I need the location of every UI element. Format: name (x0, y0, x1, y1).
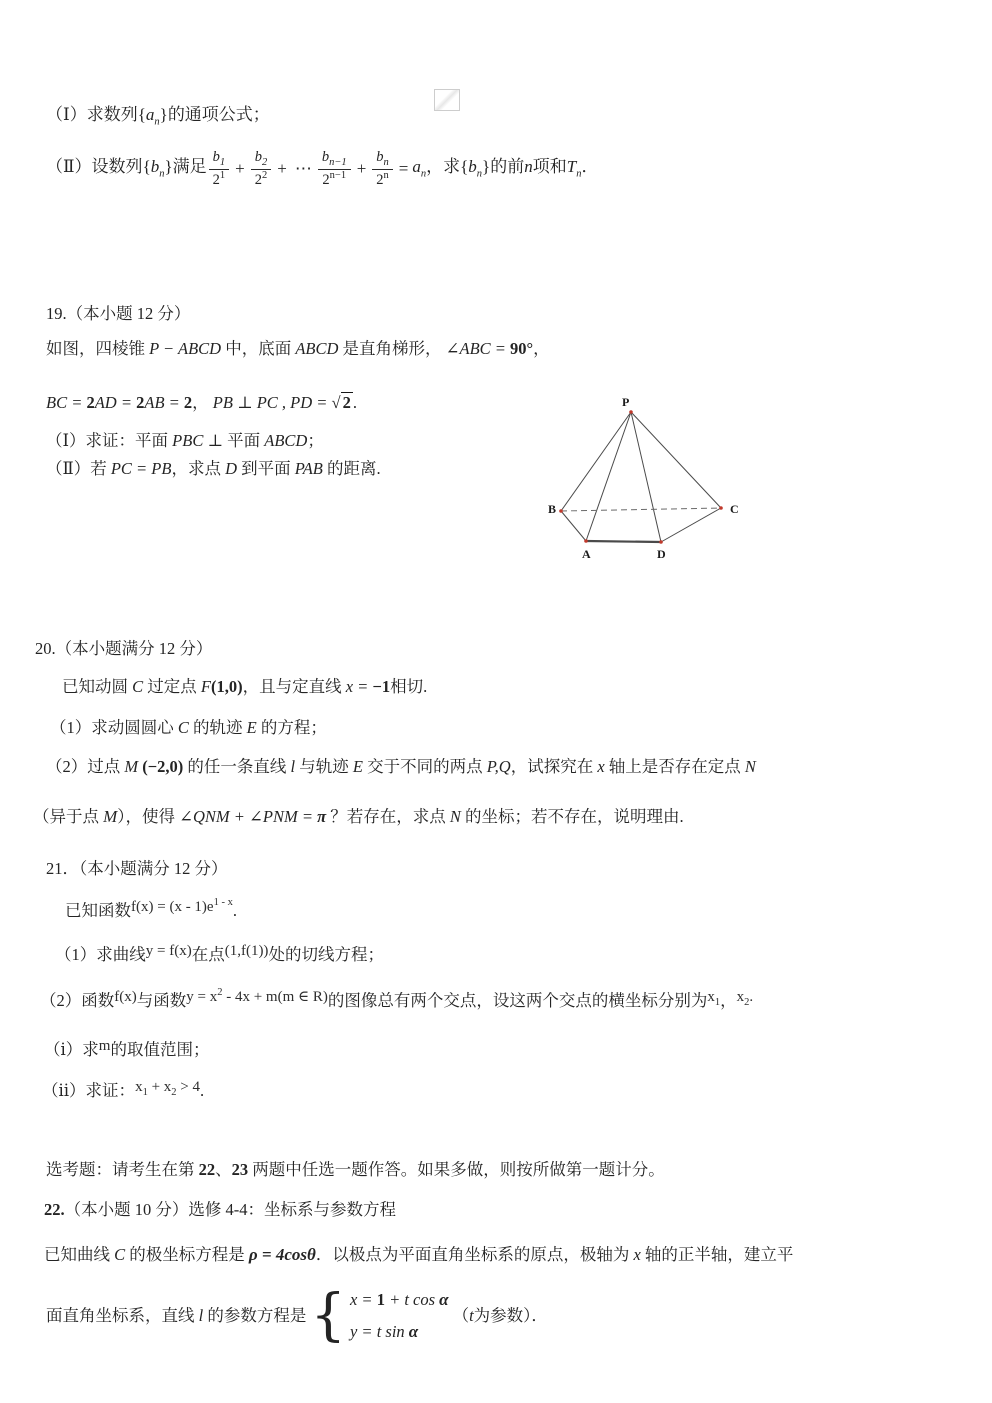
parametric-eq-x: x = 1 + t cos α (349, 1289, 449, 1309)
figure-label-p: P (622, 395, 630, 409)
figure-label-c: C (730, 502, 739, 516)
question-21-heading: 21．（本小题满分 12 分） (46, 859, 228, 878)
sqrt-radical: √ 2 (331, 393, 351, 412)
parametric-eq-y: y = t sin α (349, 1321, 419, 1341)
question-19-line3: （Ⅰ）求证：平面 PBC ⊥ 平面 ABCD； (46, 431, 324, 450)
image-placeholder (434, 89, 460, 111)
math-fraction: $\frac{b_2}{2^2}$ (251, 149, 272, 190)
figure-label-a: A (582, 547, 591, 561)
question-20-line4: （异于点 M），使得 ∠QNM + ∠PNM = π ？若存在，求点 N 的坐标；若不存在，说明理由. (33, 807, 684, 826)
question-21-line5: （ⅱ）求证：$x_1 + x_2 > 4$. (42, 1079, 205, 1100)
question-21-line3: （2）函数f(x)与函数$y = x^2 - 4x + m(m$ ∈ R)的图像总有两个交点，设这两个交点的横坐标分别为$x_1$，$x_2$. (40, 987, 754, 1010)
question-21-line4: （ⅰ）求m的取值范围； (44, 1038, 210, 1059)
math-fraction: $\frac{b_n}{2^n}$ (372, 149, 393, 190)
left-brace: { (310, 1283, 346, 1349)
inequality-formula: $x_1 + x_2 > 4$ (135, 1079, 200, 1098)
question-20-line1: 已知动圆 C 过定点 F(1,0)，且与定直线 x = −1相切. (62, 677, 428, 696)
selection-note: 选考题：请考生在第 22、23 两题中任选一题作答。如果多做，则按所做第一题计分。 (46, 1160, 665, 1179)
question-19-line2: BC = 2AD = 2AB = 2， PB ⊥ PC , PD = √ 2 . (46, 393, 357, 412)
question-20-heading: 20.（本小题满分 12 分） (35, 639, 213, 658)
q18-part2-line: （Ⅱ）设数列$\{b_n\}$满足 $\frac{b_1}{2^1}$ + $\frac{b_2}{2^2}$ + ⋯ $\frac{b_{n-1}}{2^{n-1}}$ + $\frac{b_n}{2^n}$ = $a_n$，求$\{b_n\}$的前n项和$T_n$． (46, 148, 599, 188)
question-22-line1: 已知曲线 C 的极坐标方程是 ρ = 4cosθ．以极点为平面直角坐标系的原点，极轴为 x 轴的正半轴，建立平 (44, 1245, 794, 1264)
parametric-equations (310, 1283, 449, 1349)
figure-label-b: B (548, 502, 557, 516)
q18-part1-line: （Ⅰ）求数列$\{a_n\}$的通项公式； (46, 105, 270, 128)
pyramid-drawing (540, 393, 770, 573)
question-21-line1: 已知函数$f(x) = (x - 1)e^{1 - x}$. (65, 897, 237, 920)
math-fraction: $\frac{b_1}{2^1}$ (209, 149, 230, 190)
question-19-line1: 如图，四棱锥 P − ABCD 中，底面 ABCD 是直角梯形， ∠ABC = 90°， (46, 339, 550, 358)
quadratic-formula: $y = x^2 - 4x + m(m$ ∈ R) (186, 987, 328, 1005)
pyramid-figure (540, 393, 770, 573)
function-formula: $f(x) = (x - 1)e^{1 - x}$ (131, 897, 233, 915)
math-fraction: $\frac{b_{n-1}}{2^{n-1}}$ (318, 149, 351, 190)
question-21-line2: （1）求曲线y = f(x)在点(1,f(1))处的切线方程； (55, 943, 384, 964)
figure-label-d: D (657, 547, 666, 561)
question-22-line2: 面直角坐标系，直线 l 的参数方程是 { x = 1 + t cos α y = t sin α （t为参数）． (46, 1283, 548, 1349)
question-19-line4: （Ⅱ）若 PC = PB，求点 D 到平面 PAB 的距离. (46, 459, 381, 478)
question-20-line3: （2）过点 M (−2,0) 的任一条直线 l 与轨迹 E 交于不同的两点 P,Q，试探究在 x 轴上是否存在定点 N (46, 757, 756, 776)
question-19-heading: 19.（本小题 12 分） (46, 304, 191, 323)
question-20-line2: （1）求动圆圆心 C 的轨迹 E 的方程； (50, 718, 327, 737)
question-22-heading: 22.（本小题 10 分）选修 4-4：坐标系与参数方程 (44, 1200, 396, 1219)
